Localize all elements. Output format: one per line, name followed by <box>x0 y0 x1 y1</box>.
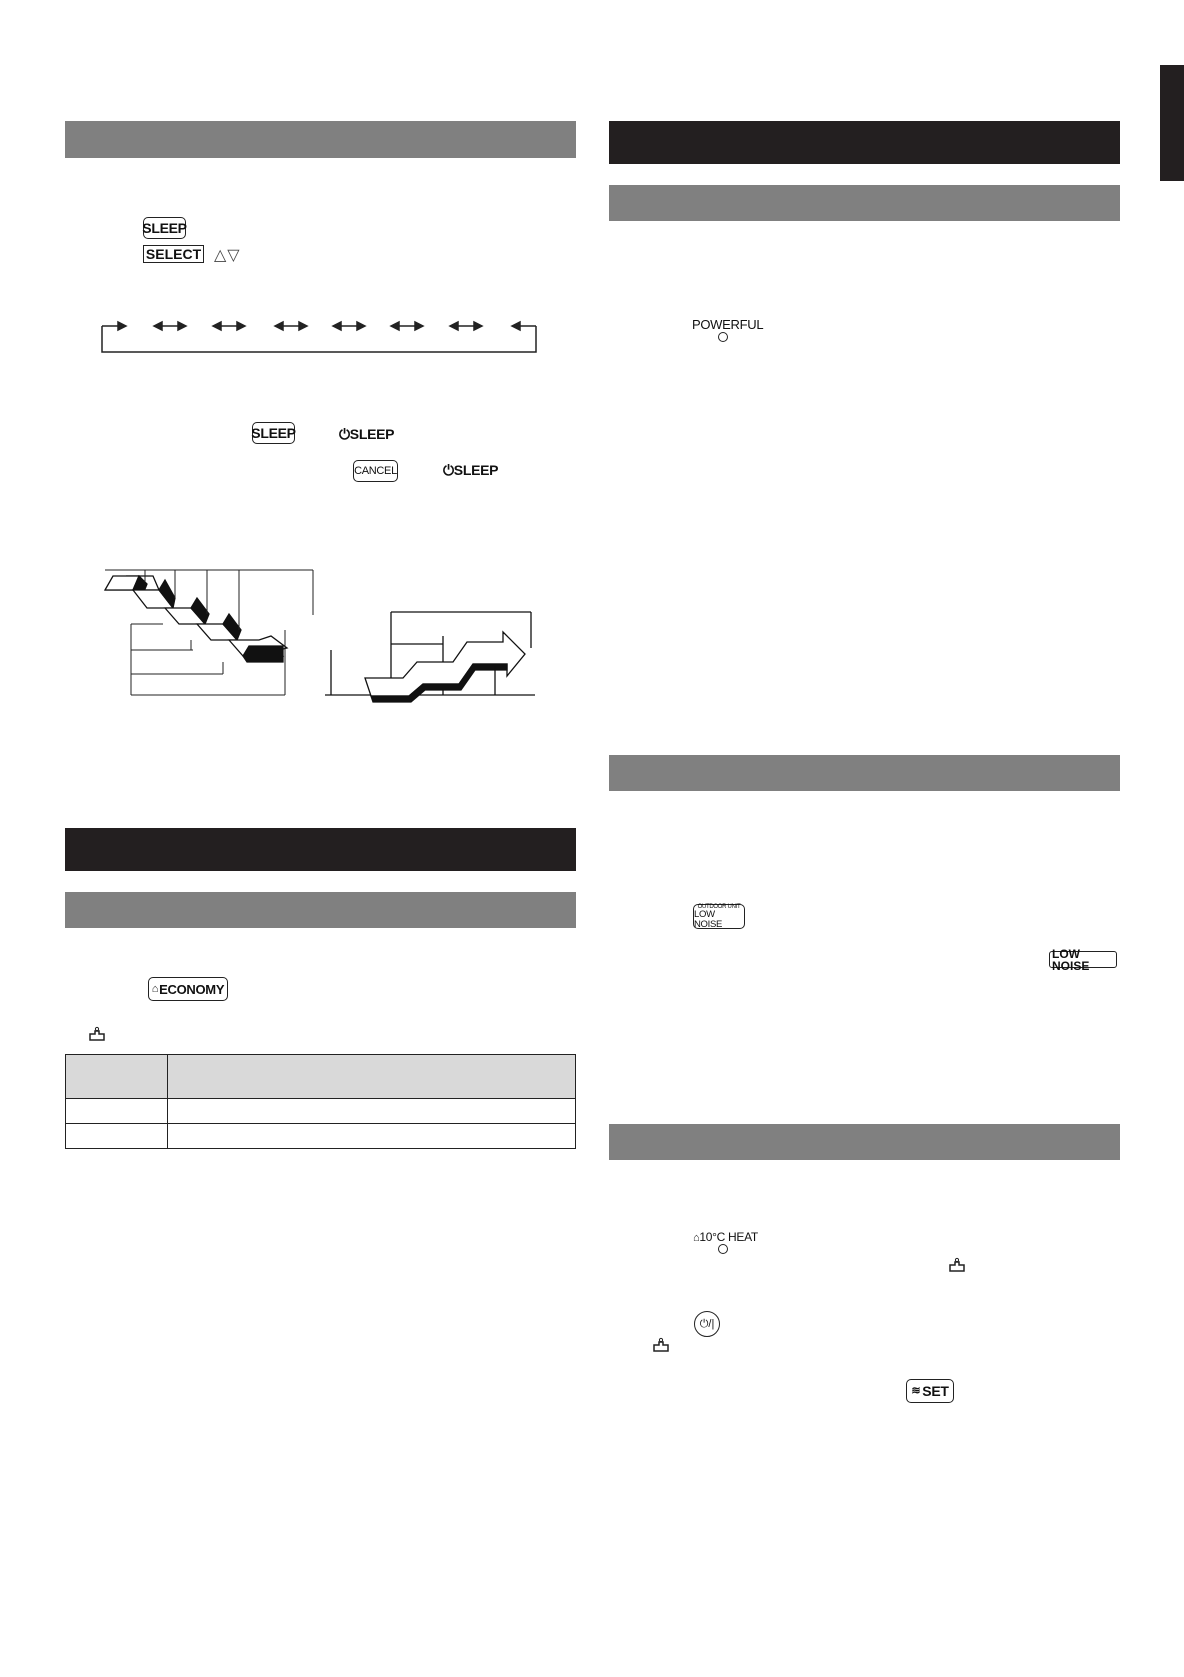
sleep-timer-indicator-2 <box>443 462 498 479</box>
mode-cycle-arrows-icon <box>98 318 548 358</box>
outdoor-unit-label-line2: LOW NOISE <box>694 909 723 930</box>
set-button-label: SET <box>922 1383 949 1399</box>
sleep-button[interactable] <box>143 217 186 239</box>
table-header-row <box>66 1055 576 1099</box>
table-header-cell-2 <box>168 1055 576 1099</box>
section-header-black-left <box>65 828 576 871</box>
economy-icon-right-1 <box>948 1258 966 1272</box>
heating-ascending-staircase <box>325 612 535 702</box>
low-noise-indicator <box>1049 946 1117 973</box>
up-down-arrows-icon <box>214 245 241 265</box>
table-cell <box>66 1124 168 1149</box>
section-header-economy <box>65 892 576 928</box>
sleep-button-label: SLEEP <box>142 220 187 236</box>
cancel-button-label: CANCEL <box>354 464 397 477</box>
heat-10-label <box>693 1230 758 1244</box>
outdoor-unit-low-noise-button[interactable] <box>693 904 745 929</box>
section-header-10c-heat <box>609 1124 1120 1160</box>
table-header-cell-1 <box>66 1055 168 1099</box>
table-cell <box>66 1099 168 1124</box>
economy-icon-right-2 <box>652 1338 670 1352</box>
select-button[interactable] <box>143 245 204 263</box>
double-arrow-4 <box>333 322 365 330</box>
sleep-timer-indicator-2-label: SLEEP <box>453 462 499 478</box>
low-noise-indicator-label: LOW NOISE <box>1052 946 1090 973</box>
sleep-timer-indicator-1 <box>339 426 394 443</box>
cancel-button[interactable] <box>353 460 398 482</box>
powerful-button-label: POWERFUL <box>692 317 764 332</box>
cooling-descending-staircase <box>105 576 287 662</box>
economy-table <box>65 1054 576 1149</box>
double-arrow-3 <box>275 322 307 330</box>
up-down-arrows-glyph: △▽ <box>214 247 241 264</box>
section-header-powerful <box>609 185 1120 221</box>
double-arrow-2 <box>213 322 245 330</box>
power-button[interactable] <box>694 1311 720 1337</box>
sleep-timer-icon: ⏻ <box>339 426 350 442</box>
heat-10-button[interactable] <box>718 1244 728 1254</box>
set-fan-icon: ≋ <box>911 1384 921 1397</box>
heat-10-label-text: 10°C HEAT <box>699 1230 758 1244</box>
sleep-button-2-label: SLEEP <box>251 425 296 441</box>
power-icon: ⏻/| <box>699 1317 715 1330</box>
economy-button[interactable] <box>148 977 228 1001</box>
double-arrow-5 <box>391 322 423 330</box>
economy-icon-standalone <box>88 1027 106 1041</box>
section-header-sleep <box>65 121 576 158</box>
economy-icon: ⌂ <box>151 982 159 995</box>
set-button[interactable] <box>906 1379 954 1403</box>
section-header-low-noise <box>609 755 1120 791</box>
sleep-timer-icon-2: ⏻ <box>443 462 454 478</box>
outdoor-unit-label-line1: OUTDOOR UNIT <box>697 904 741 910</box>
section-header-black-right <box>609 121 1120 164</box>
sleep-button-2[interactable] <box>252 422 295 444</box>
language-side-tab <box>1160 65 1184 181</box>
table-row <box>66 1124 576 1149</box>
sleep-timer-indicator-1-label: SLEEP <box>349 426 395 442</box>
table-cell <box>168 1124 576 1149</box>
select-button-label: SELECT <box>145 246 202 262</box>
double-arrow-6 <box>450 322 482 330</box>
double-arrow-1 <box>154 322 186 330</box>
economy-icon-small: ⌂ <box>693 1232 700 1244</box>
table-cell <box>168 1099 576 1124</box>
economy-button-label: ECONOMY <box>159 981 225 997</box>
temperature-staircase-diagram <box>103 570 543 705</box>
table-row <box>66 1099 576 1124</box>
powerful-button[interactable] <box>718 332 728 342</box>
